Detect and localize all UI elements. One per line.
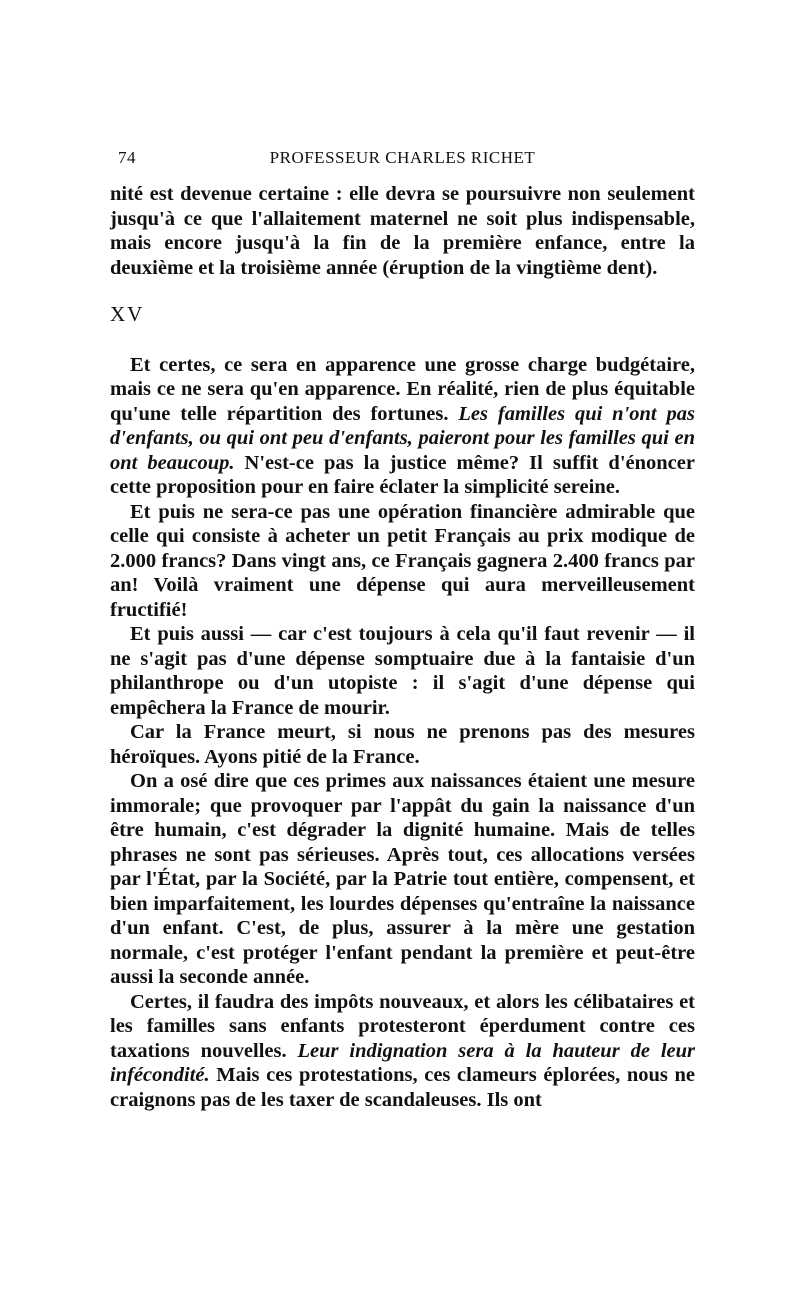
- running-title: [110, 148, 695, 168]
- running-title-text: PROFESSEUR CHARLES RICHET: [269, 148, 536, 167]
- page-header: [110, 148, 695, 174]
- paragraph-financial: Et puis ne sera-ce pas une opération financière admirable que celle qui consiste à acheter un petit Français au prix modique de 2.000 francs? Dans vingt ans, ce Français gagnera 2.400 francs par an! Voilà vraiment une dépense qui aura merveilleusement fructifié!: [110, 500, 695, 621]
- paragraph-budget: [110, 353, 695, 500]
- paragraph-taxes-text-b: Mais ces protestations, ces clameurs éplorées, nous ne craignons pas de les taxer de scandaleuses. Ils ont: [110, 1064, 695, 1111]
- paragraph-continuation: nité est devenue certaine : elle devra se poursuivre non seulement jusqu'à ce que l'allaitement maternel ne soit plus indispensable, mais encore jusqu'à la fin de la première enfance, entre la deuxième et la troisième année (éruption de la vingtième dent).: [110, 183, 695, 279]
- paragraph-sumptuary: Et puis aussi — car c'est toujours à cela qu'il faut revenir — il ne s'agit pas d'une dépense somptuaire due à la fantaisie d'un philanthrope ou d'un utopiste : il s'agit d'une dépense qui empêchera la France de mourir.: [110, 623, 695, 719]
- paragraph-taxes: [110, 990, 695, 1113]
- page-number: 74: [118, 148, 136, 167]
- body-text: [110, 182, 695, 1112]
- paragraph-budget-text-b: N'est-ce pas la justice même? Il suffit d'énoncer cette proposition pour en faire éclater la simplicité sereine.: [110, 451, 695, 498]
- paragraph-budget-italic: Les familles qui n'ont pas d'enfants, ou qui ont peu d'enfants, paieront pour les familles qui en ont beaucoup.: [110, 402, 695, 474]
- paragraph-taxes-italic: Leur indignation sera à la hauteur de leur infécondité.: [110, 1039, 695, 1086]
- paragraph-france-dying: Car la France meurt, si nous ne prenons pas des mesures héroïques. Ayons pitié de la France.: [110, 721, 695, 768]
- paragraph-budget-text-a: Et certes, ce sera en apparence une grosse charge budgétaire, mais ce ne sera qu'en apparence. En réalité, rien de plus équitable qu'une telle répartition des fortunes.: [110, 353, 695, 425]
- paragraph-immoral: On a osé dire que ces primes aux naissances étaient une mesure immorale; que provoquer par l'appât du gain la naissance d'un être humain, c'est dégrader la dignité humaine. Mais de telles phrases ne sont pas sérieuses. Après tout, ces allocations versées par l'État, par la Société, par la Patrie tout entière, compensent, et bien imparfaitement, les lourdes dépenses qu'entraîne la naissance d'un enfant. C'est, de plus, assurer à la mère une gestation normale, c'est protéger l'enfant pendant la première et peut-être aussi la seconde année.: [110, 770, 695, 988]
- paragraph-taxes-text-a: Certes, il faudra des impôts nouveaux, et alors les célibataires et les familles sans enfants protesteront éperdument contre ces taxations nouvelles.: [110, 990, 695, 1062]
- section-title: XV: [110, 302, 145, 326]
